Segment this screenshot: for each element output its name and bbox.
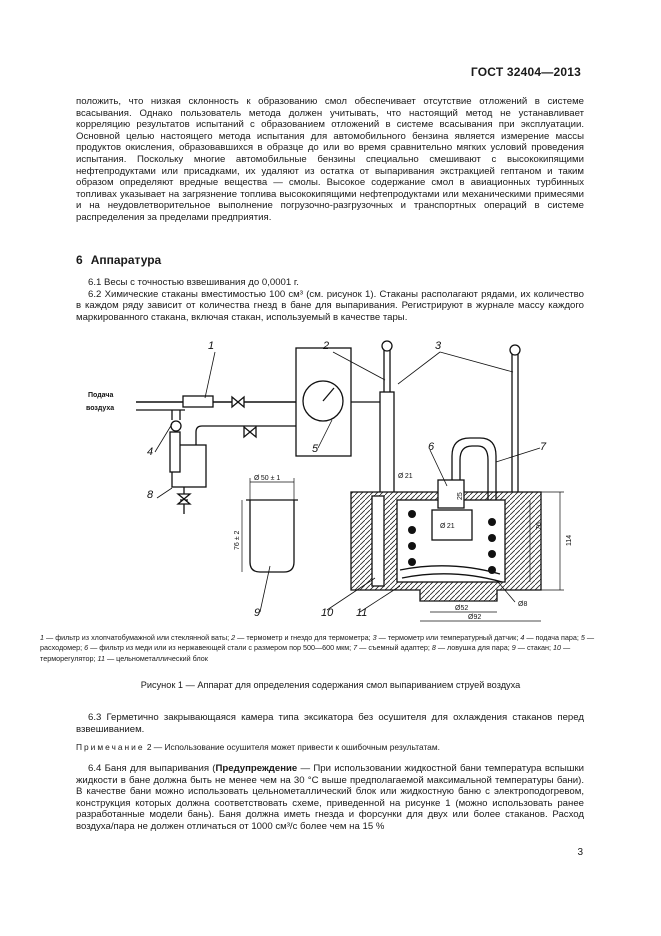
callout-5: 5 <box>312 443 319 455</box>
dim-beaker-diameter: Ø 50 ± 1 <box>254 475 281 482</box>
dim-height-1: 76 <box>536 522 543 530</box>
item-6-1: 6.1 Весы с точностью взвешивания до 0,0001 г. <box>88 277 299 288</box>
dim-beaker-height: 76 ± 2 <box>234 530 241 550</box>
intro-paragraph: положить, что низкая склонность к образованию смол обеспечивает отсутствие отложений в системе всасывания. Однако пользователь метода должен учитывать, что настоящий метод не устанавливает корреляцию результатов испытаний с образованием отложений в системе всасывания при эксплуатации. Основной целью настоящего метода испытания для автомобильного бензина является измерение массы продуктов окисления, образовавшихся в образце до или во время сравнительно мягких условий проведения испытания. Поскольку многие автомобильные бензины специально смешивают с высококипящими нефтепродуктами или присадками, их удаляют из остатка от выпаривания экстракцией гептаном и таким образом определяют вредные вещества — смолы. Высокое содержание смол в авиационных турбинных топливах указывает на загрязнение топлива высококипящими нефтепродуктами или механическими примесями и на неудовлетворительное выполнение погрузочно-разгрузочных и транспортных операций в системе распределения за пределами предприятия. <box>76 96 584 223</box>
coil-hole <box>488 534 496 542</box>
thermometer-2-bulb <box>382 341 392 351</box>
callout-7: 7 <box>540 441 547 453</box>
valve-2 <box>244 427 256 437</box>
legend-item: 10 — терморегулятор; <box>40 643 571 663</box>
air-label-1: Подача <box>88 392 114 399</box>
note <box>76 742 584 752</box>
section-number: 6 <box>76 253 83 267</box>
callout-11: 11 <box>356 607 368 619</box>
coil-hole <box>408 558 416 566</box>
coil-hole <box>408 542 416 550</box>
coil-hole <box>488 550 496 558</box>
trap-valve <box>178 494 190 504</box>
figure-legend <box>40 633 614 664</box>
callout-3: 3 <box>435 340 442 352</box>
callout-4: 4 <box>147 446 154 458</box>
callout-9: 9 <box>254 607 261 619</box>
legend-item: 3 — термометр или температурный датчик; <box>372 633 519 642</box>
steam-feed <box>172 410 180 420</box>
filter-1 <box>183 396 213 407</box>
air-label-2: воздуха <box>86 405 115 412</box>
trap-tube <box>170 432 180 472</box>
dim-step: 25 <box>457 492 464 500</box>
section-title: Аппаратура <box>90 253 162 267</box>
dim-bath-inner: Ø52 <box>455 605 469 612</box>
dim-outlet: Ø 21 <box>398 473 413 480</box>
beaker <box>250 500 294 572</box>
coil-hole <box>488 566 496 574</box>
note-label: Примечание <box>76 742 145 752</box>
item-6-4: 6.4 Баня для выпаривания (Предупреждение — При использовании жидкостной бани температура вспышки жидкости в бане должна быть не менее чем на 30 °С выше предполагаемой максимальной температуры бани). В качестве бани можно использовать цельнометаллический блок или жидкостную баню с электроподогревом, конструкция которых должна соответствовать схеме, приведенной на рисунке 1 (можно использовать ранее разработанные модели бань). Баня должна иметь гнезда и форсунки для двух или более стаканов. Расход воздуха/пара не должен отличаться от 1000 см³/с более чем на 15 % <box>76 763 584 832</box>
legend-item: 4 — подача пара; <box>520 633 579 642</box>
section-heading <box>76 253 161 267</box>
legend-item: 7 — съемный адаптер; <box>353 643 430 653</box>
warning-label: Предупреждение <box>215 763 298 774</box>
dim-bath-outer: Ø92 <box>468 614 482 621</box>
note-text: 2 — Использование осушителя может привести к ошибочным результатам. <box>146 742 440 752</box>
legend-item: 11 — цельнометаллический блок <box>97 653 208 663</box>
callout-8: 8 <box>147 489 154 501</box>
items-block <box>76 277 584 323</box>
callout-10: 10 <box>321 607 334 619</box>
thermometer-3-bulb <box>510 345 520 355</box>
callout-1: 1 <box>208 340 215 352</box>
figure-title: Рисунок 1 — Аппарат для определения содержания смол выпариванием струей воздуха <box>140 680 521 690</box>
legend-item: 8 — ловушка для пара; <box>431 643 510 653</box>
legend-item: 1 — фильтр из хлопчатобумажной или стеклянной ваты; <box>40 633 230 642</box>
item-6-3: 6.3 Герметично закрывающаяся камера типа эксикатора без осушителя для охлаждения стаканов перед взвешиванием. <box>76 712 584 735</box>
steam-valve <box>171 421 181 431</box>
callout-2: 2 <box>323 340 330 352</box>
legend-item: 6 — фильтр из меди или из нержавеющей стали с размером пор 500—600 мкм; <box>84 643 352 653</box>
legend-item: 5 — расходомер; <box>40 633 595 653</box>
item-6-2: 6.2 Химические стаканы вместимостью 100 см³ (см. рисунок 1). Стаканы располагают рядами, их количество в каждом ряду зависит от количества гнезд в бане для выпаривания. Регистрируют в журнале массу каждого маркированного стакана, включая стакан, используемый в качестве тары. <box>76 288 584 323</box>
dim-hole: Ø8 <box>518 601 528 608</box>
callout-6: 6 <box>428 441 435 453</box>
coil-hole <box>488 518 496 526</box>
legend-item: 9 — стакан; <box>511 643 552 653</box>
legend-item: 2 — термометр и гнездо для термометра; <box>231 633 371 642</box>
document-header: ГОСТ 32404—2013 <box>470 65 581 79</box>
thermoregulator <box>372 496 384 586</box>
coil-hole <box>408 510 416 518</box>
dim-height-2: 114 <box>566 534 573 546</box>
page-number: 3 <box>577 847 583 858</box>
coil-hole <box>408 526 416 534</box>
apparatus-figure <box>76 333 584 625</box>
valve-1 <box>232 397 244 407</box>
dim-inner: Ø 21 <box>440 523 455 530</box>
